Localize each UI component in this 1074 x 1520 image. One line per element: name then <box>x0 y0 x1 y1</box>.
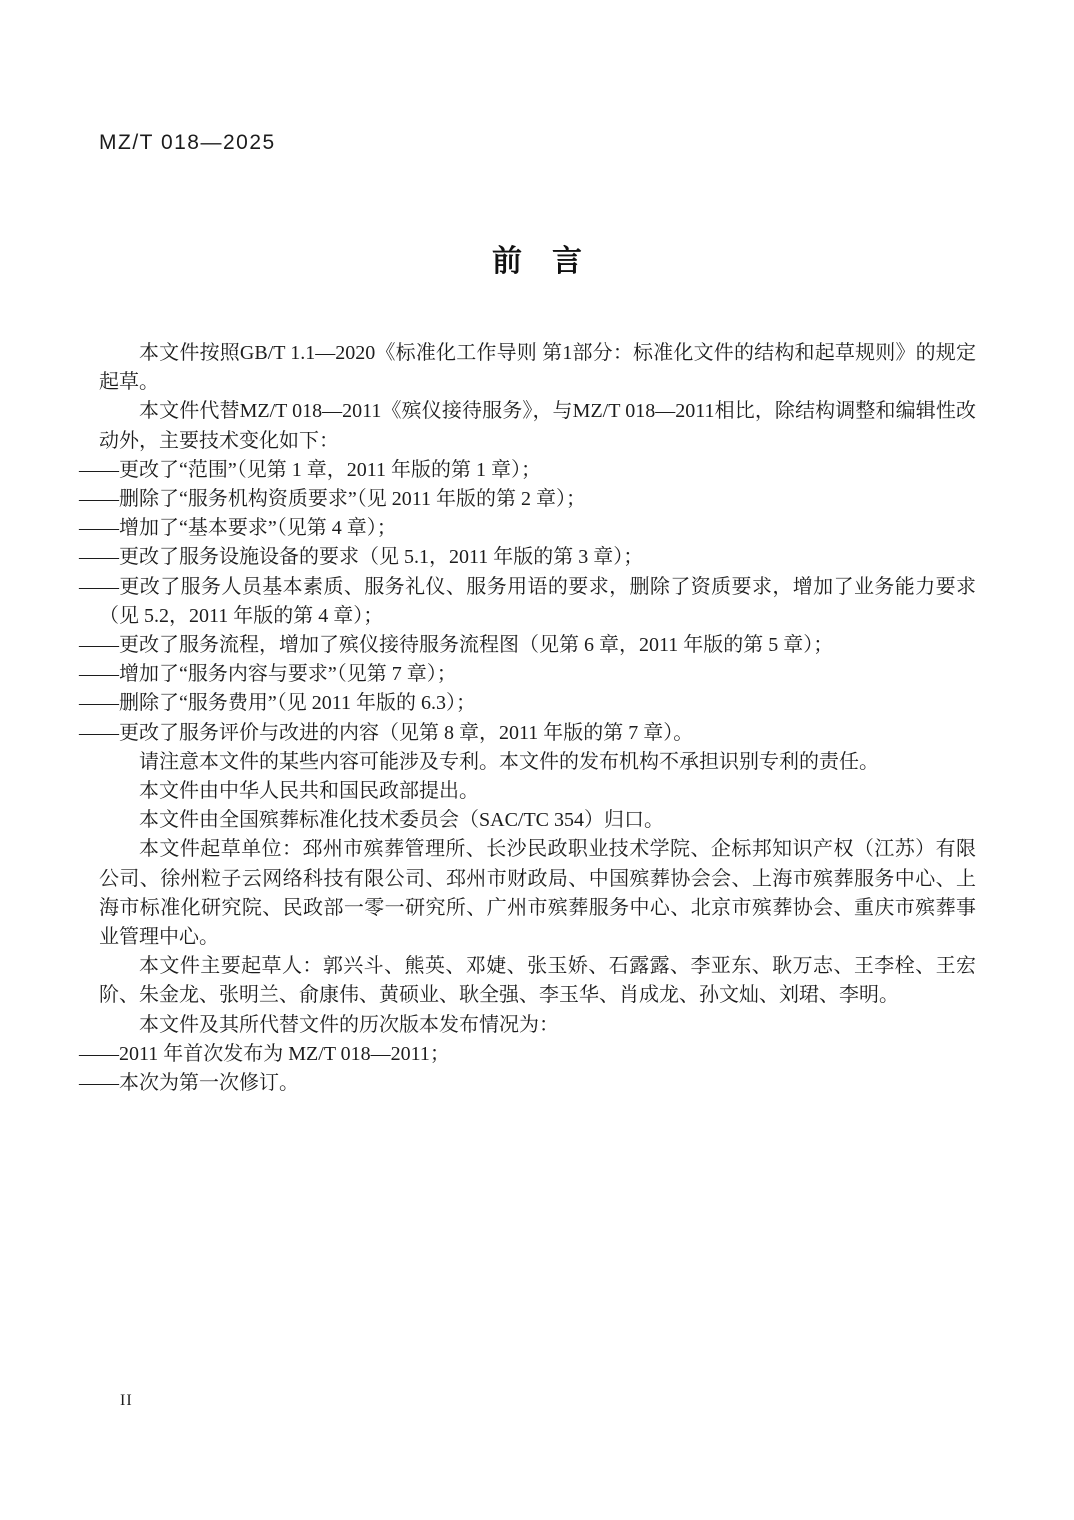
centralized-body-paragraph: 本文件由全国殡葬标准化技术委员会（SAC/TC 354）归口。 <box>139 809 665 832</box>
foreword-body <box>79 339 976 1098</box>
drafting-organizations-paragraph: 本文件起草单位：邳州市殡葬管理所、长沙民政职业技术学院、企标邦知识产权（江苏）有限公司、徐州粒子云网络科技有限公司、邳州市财政局、中国殡葬协会会、上海市殡葬服务中心、上海市标准化研究院、民政部一零一研究所、广州市殡葬服务中心、北京市殡葬协会、重庆市殡葬事业管理中心。 <box>99 838 976 949</box>
change-item-9: ——更改了服务评价与改进的内容（见第 8 章，2011 年版的第 7 章）。 <box>79 721 694 744</box>
change-item-5: ——更改了服务人员基本素质、服务礼仪、服务用语的要求，删除了资质要求，增加了业务能力要求（见 5.2，2011 年版的第 4 章）； <box>79 575 976 627</box>
change-item-8: ——删除了“服务费用”（见 2011 年版的 6.3）； <box>79 692 477 715</box>
version-history-item-1: ——2011 年首次发布为 MZ/T 018—2011； <box>79 1042 450 1065</box>
intro-drafting-rule-paragraph: 本文件按照GB/T 1.1—2020《标准化工作导则 第1部分：标准化文件的结构和起草规则》的规定起草。 <box>99 342 976 394</box>
change-item-1: ——更改了“范围”（见第 1 章，2011 年版的第 1 章）； <box>79 458 542 481</box>
change-item-7: ——增加了“服务内容与要求”（见第 7 章）； <box>79 663 457 686</box>
page-number: II <box>120 1392 133 1409</box>
main-drafters-paragraph: 本文件主要起草人：郭兴斗、熊英、邓婕、张玉娇、石露露、李亚东、耿万志、王李栓、王宏阶、朱金龙、张明兰、俞康伟、黄硕业、耿全强、李玉华、肖成龙、孙文灿、刘珺、李明。 <box>99 955 976 1007</box>
replacement-note-paragraph: 本文件代替MZ/T 018—2011《殡仪接待服务》，与MZ/T 018—2011相比，除结构调整和编辑性改动外，主要技术变化如下： <box>99 400 976 452</box>
version-history-intro-paragraph: 本文件及其所代替文件的历次版本发布情况为： <box>139 1013 559 1036</box>
change-item-6: ——更改了服务流程，增加了殡仪接待服务流程图（见第 6 章，2011 年版的第 5 章）； <box>79 634 834 657</box>
standard-number: MZ/T 018—2025 <box>99 131 276 154</box>
proposer-paragraph: 本文件由中华人民共和国民政部提出。 <box>139 780 479 803</box>
change-item-4: ——更改了服务设施设备的要求（见 5.1，2011 年版的第 3 章）； <box>79 546 644 569</box>
version-history-item-2: ——本次为第一次修订。 <box>79 1072 299 1095</box>
patent-notice-paragraph: 请注意本文件的某些内容可能涉及专利。本文件的发布机构不承担识别专利的责任。 <box>139 750 879 773</box>
page-title: 前 言 <box>492 245 582 278</box>
change-item-2: ——删除了“服务机构资质要求”（见 2011 年版的第 2 章）； <box>79 488 587 511</box>
change-item-3: ——增加了“基本要求”（见第 4 章）； <box>79 517 397 540</box>
